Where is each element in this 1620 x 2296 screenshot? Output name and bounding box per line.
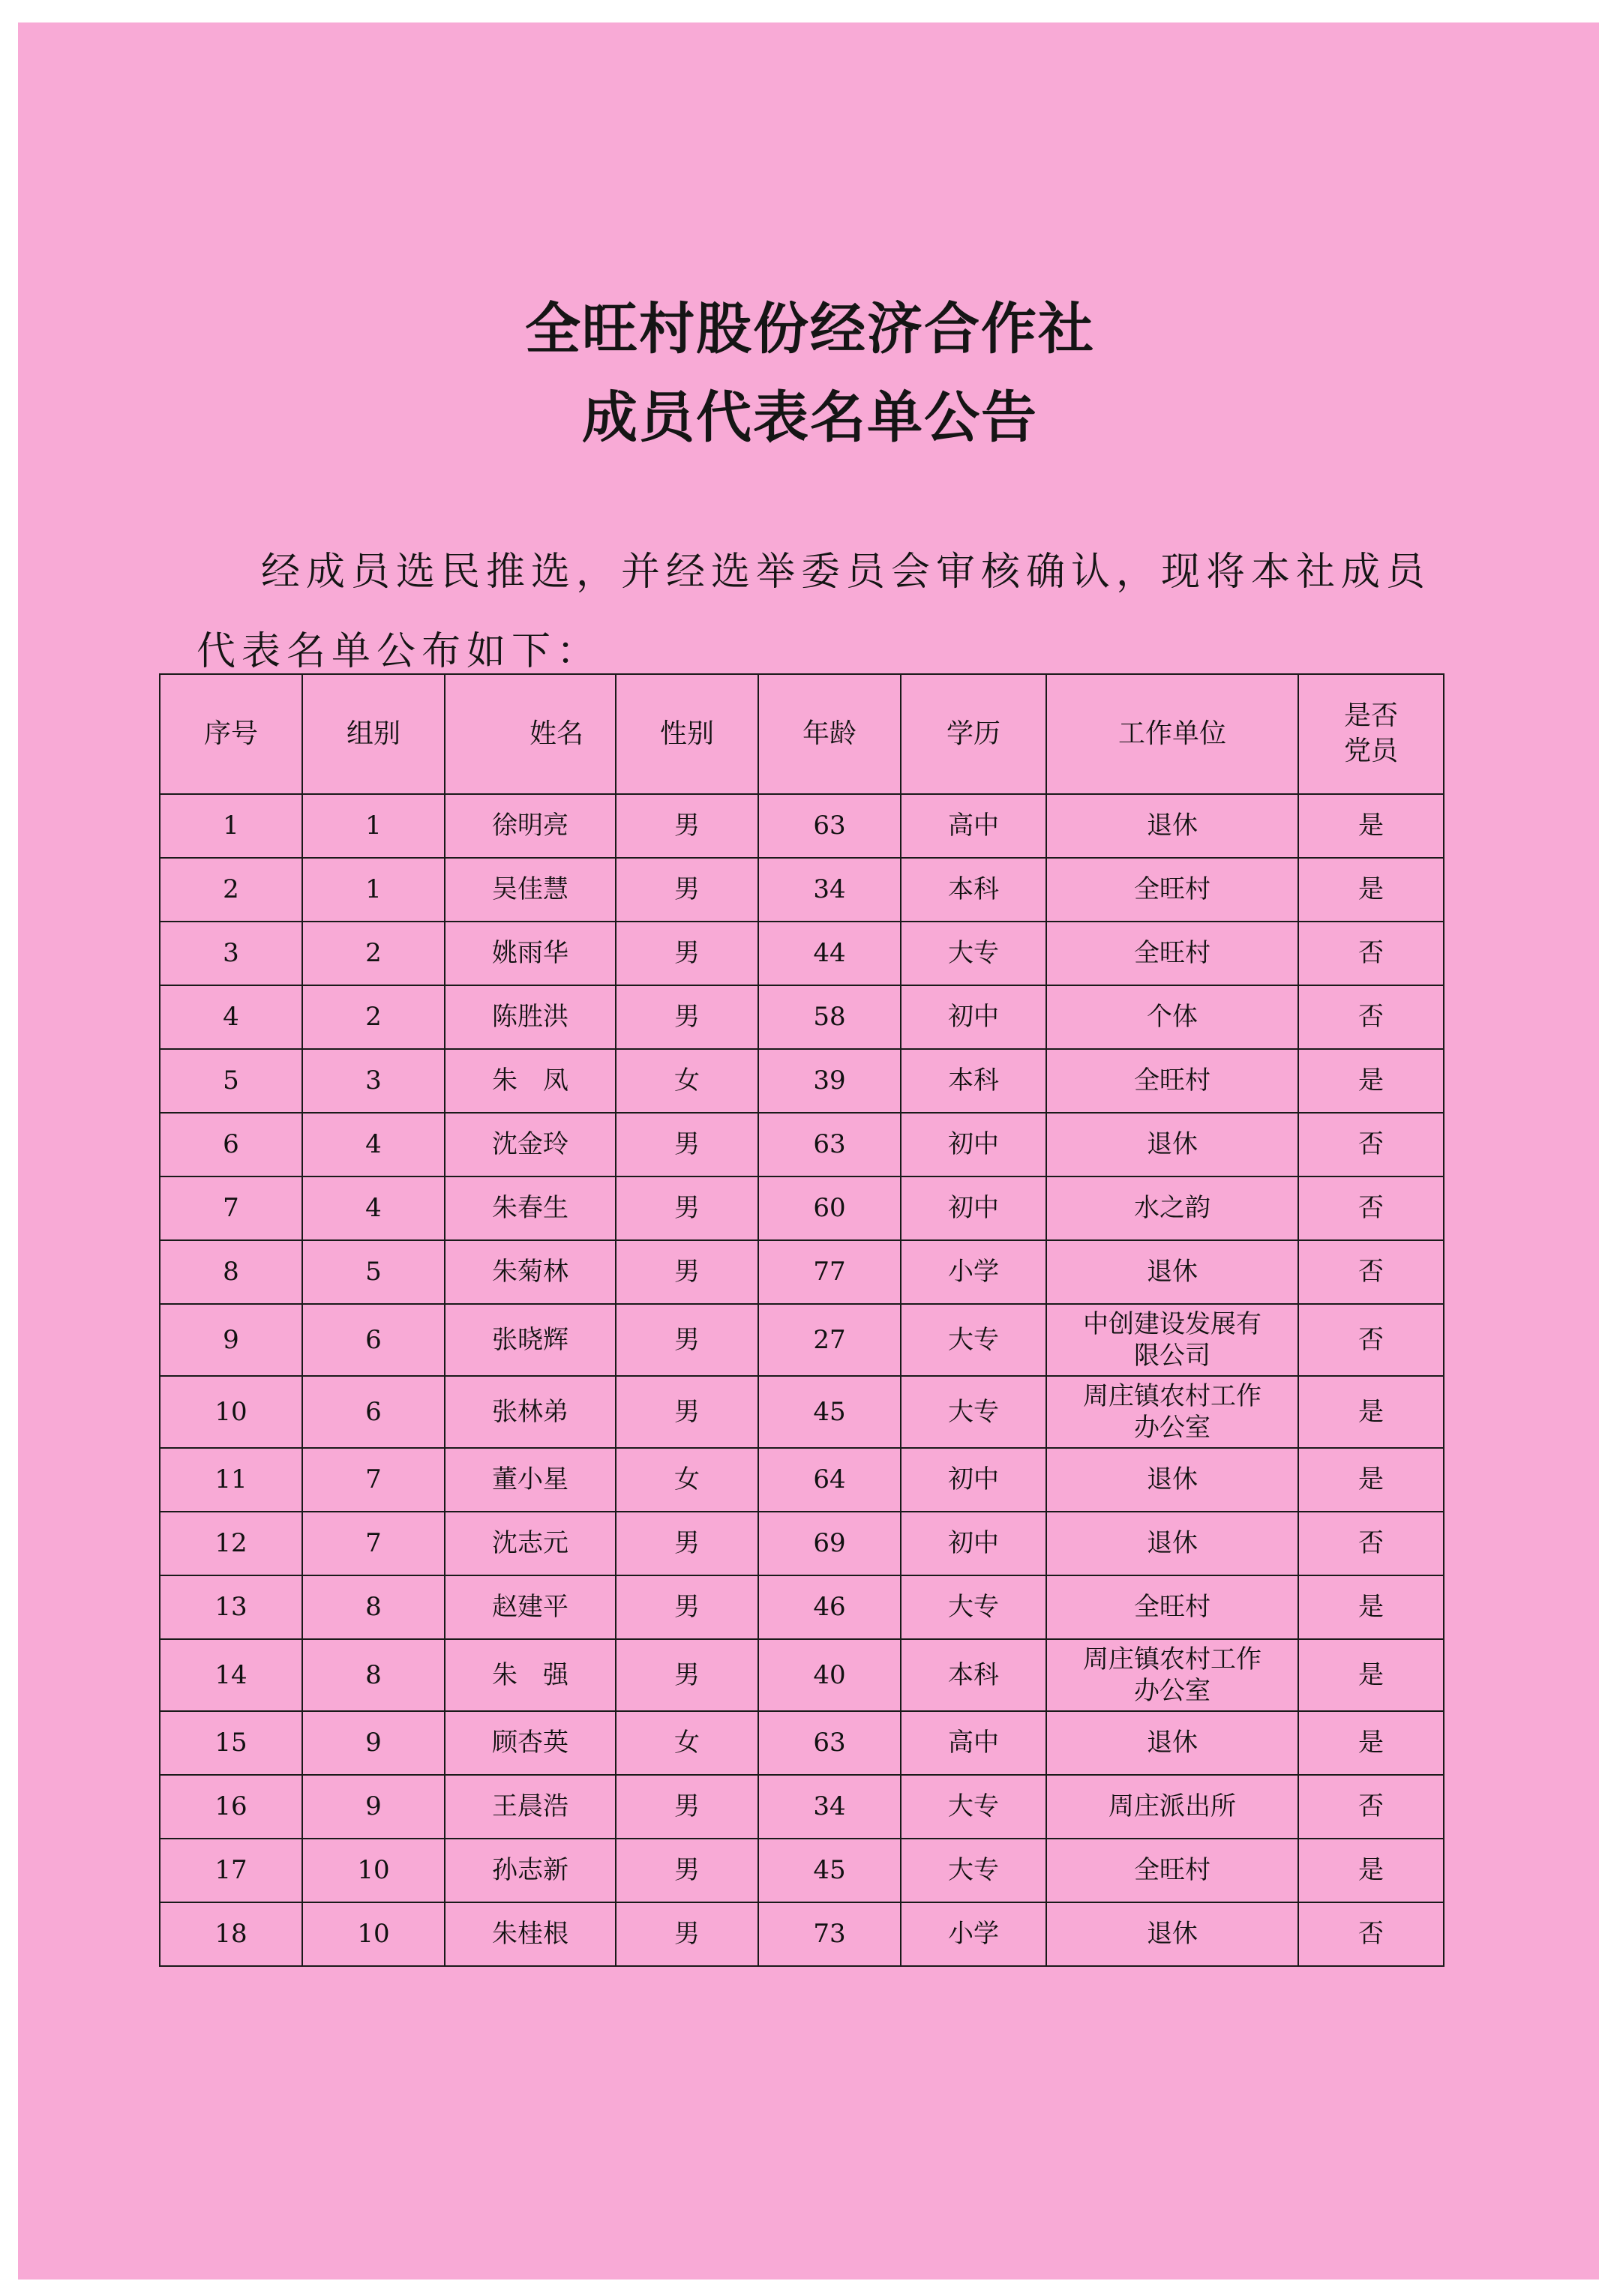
cell-seq: 1 (160, 794, 302, 858)
cell-gender: 男 (616, 922, 758, 985)
cell-age: 77 (758, 1240, 901, 1304)
table-row (160, 1176, 1444, 1240)
cell-group: 9 (302, 1775, 445, 1839)
header-party-member (1298, 674, 1444, 794)
cell-group: 1 (302, 858, 445, 922)
cell-education: 初中 (901, 1176, 1046, 1240)
cell-education: 大专 (901, 922, 1046, 985)
cell-group: 5 (302, 1240, 445, 1304)
cell-name: 赵建平 (445, 1575, 616, 1639)
cell-group: 8 (302, 1575, 445, 1639)
cell-group: 7 (302, 1448, 445, 1512)
cell-party-member: 是 (1298, 1049, 1444, 1113)
cell-gender: 男 (616, 1304, 758, 1376)
cell-gender: 男 (616, 1176, 758, 1240)
cell-age: 40 (758, 1639, 901, 1711)
table-row (160, 1304, 1444, 1376)
cell-seq: 3 (160, 922, 302, 985)
cell-party-member: 否 (1298, 1240, 1444, 1304)
cell-education: 初中 (901, 985, 1046, 1049)
cell-work-unit: 退休 (1046, 1113, 1298, 1176)
cell-age: 63 (758, 1113, 901, 1176)
cell-work-unit: 个体 (1046, 985, 1298, 1049)
intro-paragraph-line-1: 经成员选民推选，并经选举委员会审核确认，现将本社成员 (261, 550, 1432, 595)
cell-group: 8 (302, 1639, 445, 1711)
cell-party-member: 是 (1298, 794, 1444, 858)
cell-age: 69 (758, 1512, 901, 1575)
header-name: 姓名 (445, 674, 616, 794)
table-row (160, 1639, 1444, 1711)
cell-seq: 15 (160, 1711, 302, 1775)
cell-name: 朱春生 (445, 1176, 616, 1240)
table-row (160, 1902, 1444, 1966)
cell-seq: 6 (160, 1113, 302, 1176)
header-education: 学历 (901, 674, 1046, 794)
table-row (160, 922, 1444, 985)
cell-name: 朱桂根 (445, 1902, 616, 1966)
table-header-row (160, 674, 1444, 794)
cell-party-member: 否 (1298, 1902, 1444, 1966)
cell-gender: 男 (616, 1512, 758, 1575)
cell-education: 初中 (901, 1448, 1046, 1512)
cell-party-member: 否 (1298, 1512, 1444, 1575)
table-row (160, 1775, 1444, 1839)
cell-seq: 2 (160, 858, 302, 922)
cell-work-unit: 水之韵 (1046, 1176, 1298, 1240)
cell-name: 朱菊林 (445, 1240, 616, 1304)
cell-seq: 13 (160, 1575, 302, 1639)
cell-party-member: 否 (1298, 1775, 1444, 1839)
header-group: 组别 (302, 674, 445, 794)
cell-age: 34 (758, 1775, 901, 1839)
cell-age: 58 (758, 985, 901, 1049)
cell-party-member: 否 (1298, 922, 1444, 985)
cell-education: 大专 (901, 1839, 1046, 1902)
cell-group: 4 (302, 1113, 445, 1176)
cell-name: 张晓辉 (445, 1304, 616, 1376)
cell-group: 2 (302, 985, 445, 1049)
table-row (160, 1575, 1444, 1639)
table-row (160, 1711, 1444, 1775)
cell-group: 9 (302, 1711, 445, 1775)
cell-name: 董小星 (445, 1448, 616, 1512)
cell-age: 44 (758, 922, 901, 985)
document-title-line-2: 成员代表名单公告 (582, 385, 1038, 450)
cell-name: 朱 凤 (445, 1049, 616, 1113)
cell-party-member: 是 (1298, 1376, 1444, 1448)
cell-gender: 女 (616, 1711, 758, 1775)
cell-party-member: 是 (1298, 1711, 1444, 1775)
cell-education: 小学 (901, 1240, 1046, 1304)
cell-education: 大专 (901, 1376, 1046, 1448)
table-row (160, 1448, 1444, 1512)
cell-education: 初中 (901, 1113, 1046, 1176)
cell-age: 60 (758, 1176, 901, 1240)
cell-age: 45 (758, 1376, 901, 1448)
cell-age: 27 (758, 1304, 901, 1376)
cell-gender: 男 (616, 1113, 758, 1176)
cell-group: 1 (302, 794, 445, 858)
cell-age: 73 (758, 1902, 901, 1966)
cell-education: 大专 (901, 1304, 1046, 1376)
cell-party-member: 是 (1298, 1639, 1444, 1711)
cell-seq: 12 (160, 1512, 302, 1575)
table-row (160, 1512, 1444, 1575)
table-row (160, 1376, 1444, 1448)
cell-work-unit: 全旺村 (1046, 1049, 1298, 1113)
cell-work-unit: 退休 (1046, 1711, 1298, 1775)
cell-name: 徐明亮 (445, 794, 616, 858)
cell-seq: 7 (160, 1176, 302, 1240)
cell-education: 大专 (901, 1775, 1046, 1839)
document-title-line-1: 全旺村股份经济合作社 (525, 297, 1095, 361)
cell-party-member: 是 (1298, 1839, 1444, 1902)
cell-gender: 男 (616, 1575, 758, 1639)
cell-gender: 男 (616, 1775, 758, 1839)
cell-gender: 男 (616, 1376, 758, 1448)
cell-work-unit: 周庄派出所 (1046, 1775, 1298, 1839)
cell-name: 吴佳慧 (445, 858, 616, 922)
cell-party-member: 是 (1298, 858, 1444, 922)
cell-education: 小学 (901, 1902, 1046, 1966)
cell-party-member: 否 (1298, 1176, 1444, 1240)
cell-seq: 9 (160, 1304, 302, 1376)
table-row (160, 1839, 1444, 1902)
cell-age: 63 (758, 794, 901, 858)
cell-education: 本科 (901, 1639, 1046, 1711)
cell-seq: 8 (160, 1240, 302, 1304)
cell-seq: 10 (160, 1376, 302, 1448)
cell-party-member: 是 (1298, 1448, 1444, 1512)
cell-gender: 男 (616, 1240, 758, 1304)
cell-education: 高中 (901, 794, 1046, 858)
cell-name: 沈金玲 (445, 1113, 616, 1176)
cell-work-unit: 全旺村 (1046, 1839, 1298, 1902)
cell-group: 6 (302, 1376, 445, 1448)
header-age: 年龄 (758, 674, 901, 794)
cell-work-unit: 全旺村 (1046, 858, 1298, 922)
cell-group: 6 (302, 1304, 445, 1376)
cell-name: 顾杏英 (445, 1711, 616, 1775)
table-row (160, 985, 1444, 1049)
cell-education: 初中 (901, 1512, 1046, 1575)
cell-group: 3 (302, 1049, 445, 1113)
table-row (160, 1049, 1444, 1113)
cell-name: 姚雨华 (445, 922, 616, 985)
cell-age: 34 (758, 858, 901, 922)
cell-seq: 16 (160, 1775, 302, 1839)
intro-paragraph-line-2: 代表名单公布如下： (196, 629, 602, 674)
cell-age: 64 (758, 1448, 901, 1512)
header-work-unit: 工作单位 (1046, 674, 1298, 794)
cell-name: 张林弟 (445, 1376, 616, 1448)
cell-work-unit: 退休 (1046, 1902, 1298, 1966)
cell-seq: 5 (160, 1049, 302, 1113)
header-seq: 序号 (160, 674, 302, 794)
cell-seq: 4 (160, 985, 302, 1049)
cell-group: 7 (302, 1512, 445, 1575)
cell-group: 10 (302, 1902, 445, 1966)
table-body (160, 794, 1444, 1966)
cell-seq: 14 (160, 1639, 302, 1711)
cell-party-member: 否 (1298, 985, 1444, 1049)
cell-name: 陈胜洪 (445, 985, 616, 1049)
cell-work-unit: 退休 (1046, 1448, 1298, 1512)
table-row (160, 1240, 1444, 1304)
table-row (160, 858, 1444, 922)
table-row (160, 794, 1444, 858)
cell-gender: 女 (616, 1448, 758, 1512)
cell-work-unit: 周庄镇农村工作办公室 (1046, 1376, 1298, 1448)
cell-party-member: 否 (1298, 1304, 1444, 1376)
cell-group: 2 (302, 922, 445, 985)
cell-gender: 男 (616, 1639, 758, 1711)
cell-education: 高中 (901, 1711, 1046, 1775)
cell-education: 本科 (901, 858, 1046, 922)
cell-gender: 男 (616, 794, 758, 858)
cell-work-unit: 周庄镇农村工作办公室 (1046, 1639, 1298, 1711)
cell-gender: 男 (616, 858, 758, 922)
cell-name: 孙志新 (445, 1839, 616, 1902)
cell-gender: 男 (616, 1902, 758, 1966)
cell-work-unit: 退休 (1046, 1240, 1298, 1304)
cell-seq: 18 (160, 1902, 302, 1966)
cell-education: 本科 (901, 1049, 1046, 1113)
cell-gender: 男 (616, 985, 758, 1049)
cell-group: 10 (302, 1839, 445, 1902)
member-representatives-table (159, 673, 1444, 1967)
cell-group: 4 (302, 1176, 445, 1240)
cell-party-member: 是 (1298, 1575, 1444, 1639)
cell-age: 46 (758, 1575, 901, 1639)
table-row (160, 1113, 1444, 1176)
cell-work-unit: 全旺村 (1046, 922, 1298, 985)
cell-seq: 17 (160, 1839, 302, 1902)
cell-age: 45 (758, 1839, 901, 1902)
header-gender: 性别 (616, 674, 758, 794)
cell-name: 沈志元 (445, 1512, 616, 1575)
cell-seq: 11 (160, 1448, 302, 1512)
cell-work-unit: 中创建设发展有限公司 (1046, 1304, 1298, 1376)
cell-age: 39 (758, 1049, 901, 1113)
cell-work-unit: 全旺村 (1046, 1575, 1298, 1639)
cell-work-unit: 退休 (1046, 794, 1298, 858)
cell-gender: 女 (616, 1049, 758, 1113)
header-party-line-2: 党员 (1343, 736, 1398, 766)
cell-name: 王晨浩 (445, 1775, 616, 1839)
cell-education: 大专 (901, 1575, 1046, 1639)
cell-age: 63 (758, 1711, 901, 1775)
header-party-line-1: 是否 (1343, 700, 1398, 732)
cell-gender: 男 (616, 1839, 758, 1902)
cell-party-member: 否 (1298, 1113, 1444, 1176)
cell-work-unit: 退休 (1046, 1512, 1298, 1575)
cell-name: 朱 强 (445, 1639, 616, 1711)
